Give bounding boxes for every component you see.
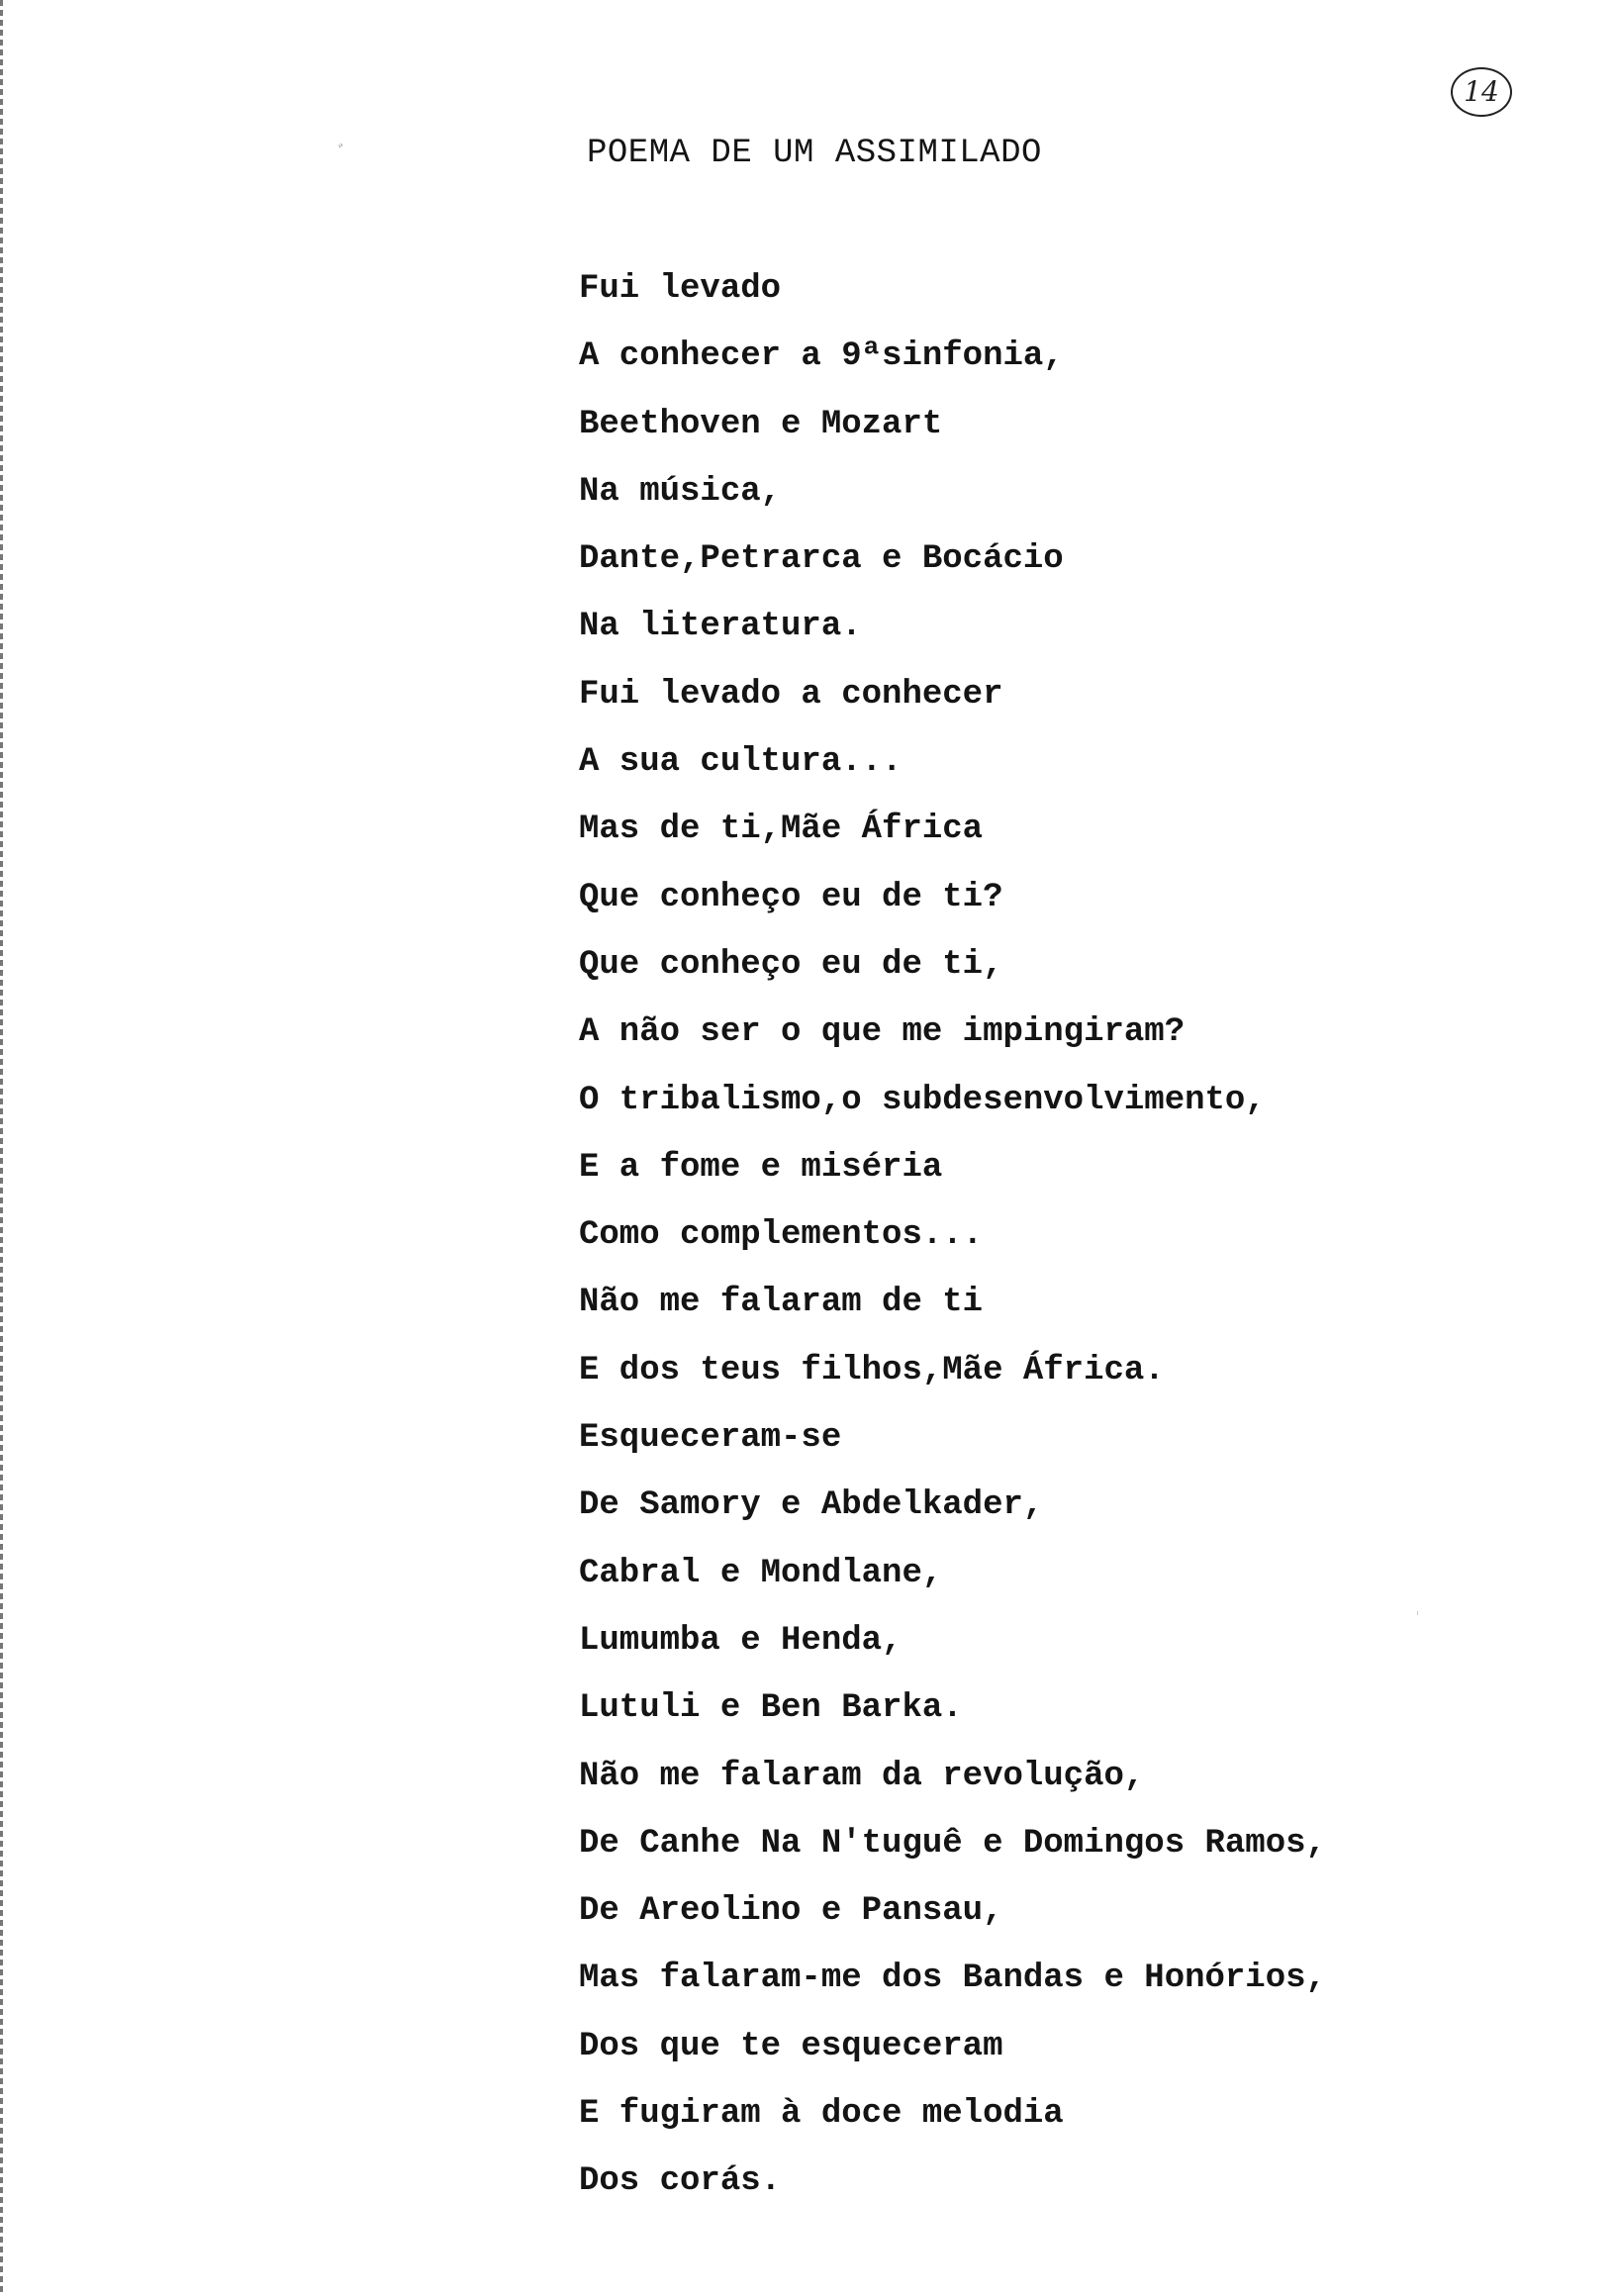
- poem-line: Dante,Petrarca e Bocácio: [579, 540, 1064, 579]
- poem-body: [579, 265, 1326, 2226]
- poem-line: Não me falaram de ti: [579, 1284, 984, 1322]
- poem-line: Fui levado: [579, 270, 782, 308]
- poem-line: Mas de ti,Mãe África: [579, 811, 984, 849]
- poem-line: Esqueceram-se: [579, 1419, 842, 1458]
- poem-line: A sua cultura...: [579, 743, 902, 782]
- poem-line: Na literatura.: [579, 608, 862, 646]
- poem-line: Não me falaram da revolução,: [579, 1757, 1145, 1795]
- poem-line: De Canhe Na N'tuguê e Domingos Ramos,: [579, 1824, 1326, 1863]
- poem-line: Na música,: [579, 472, 782, 511]
- poem-line: De Samory e Abdelkader,: [579, 1486, 1044, 1525]
- poem-line: Mas falaram-me dos Bandas e Honórios,: [579, 1960, 1326, 1998]
- poem-line: E fugiram à doce melodia: [579, 2095, 1064, 2134]
- poem-line: De Areolino e Pansau,: [579, 1892, 1003, 1931]
- poem-title: POEMA DE UM ASSIMILADO: [587, 135, 1042, 172]
- poem-line: Beethoven e Mozart: [579, 405, 943, 443]
- page-number: 14: [1451, 67, 1512, 117]
- poem-line: Que conheço eu de ti,: [579, 945, 1003, 984]
- poem-line: Cabral e Mondlane,: [579, 1554, 943, 1592]
- poem-line: O tribalismo,o subdesenvolvimento,: [579, 1081, 1266, 1119]
- poem-line: Dos corás.: [579, 2162, 782, 2201]
- poem-line: Que conheço eu de ti?: [579, 878, 1003, 916]
- poem-line: E a fome e miséria: [579, 1148, 943, 1187]
- poem-line: A conhecer a 9ªsinfonia,: [579, 337, 1064, 376]
- faint-speck: [1417, 1611, 1418, 1615]
- poem-line: Como complementos...: [579, 1216, 984, 1255]
- binding-edge: [0, 0, 3, 2296]
- poem-line: E dos teus filhos,Mãe África.: [579, 1351, 1165, 1389]
- stray-pencil-mark: ﾞ: [334, 144, 343, 164]
- poem-line: Lumumba e Henda,: [579, 1621, 902, 1660]
- poem-line: A não ser o que me impingiram?: [579, 1013, 1186, 1052]
- poem-line: Fui levado a conhecer: [579, 675, 1003, 714]
- poem-line: Dos que te esqueceram: [579, 2027, 1003, 2065]
- poem-line: Lutuli e Ben Barka.: [579, 1689, 963, 1728]
